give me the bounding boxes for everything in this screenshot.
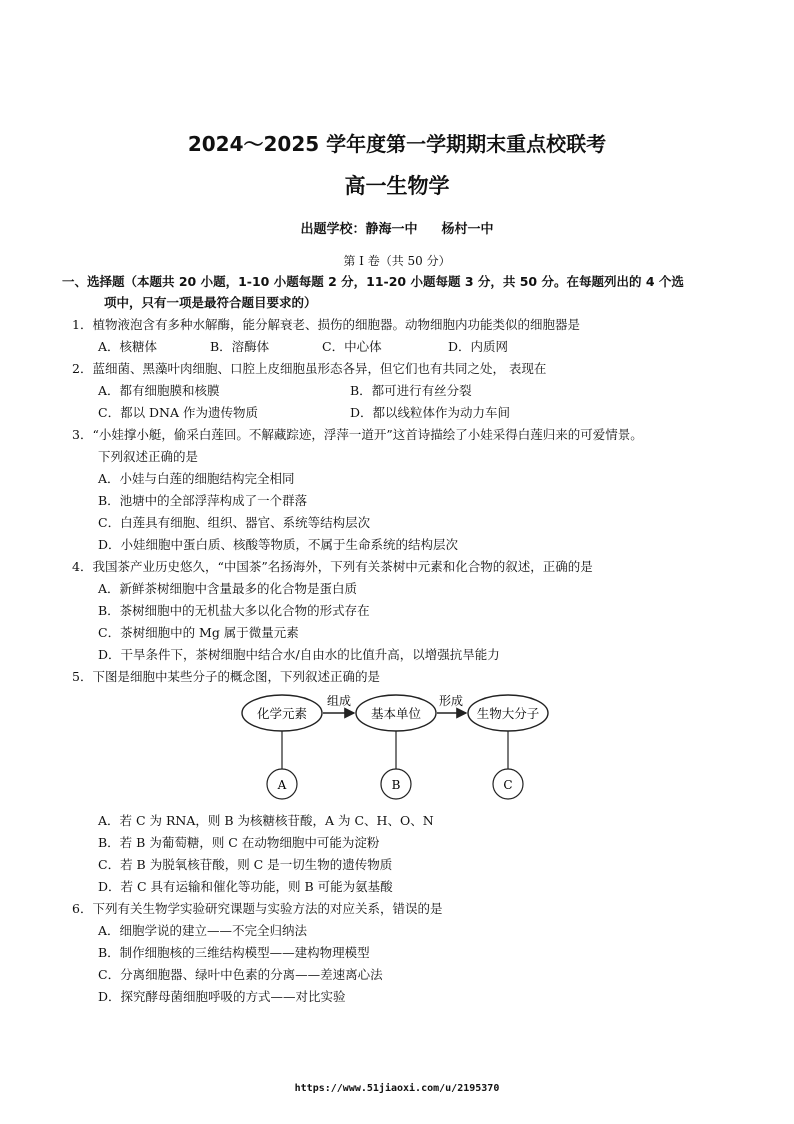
- exam-title: 2024～2025 学年度第一学期期末重点校联考: [187, 132, 607, 156]
- question-2-stem: 2．蓝细菌、黑藻叶肉细胞、口腔上皮细胞虽形态各异，但它们也有共同之处， 表现在: [72, 361, 547, 376]
- question-5-option-a: A．若 C 为 RNA，则 B 为核糖核苷酸，A 为 C、H、O、N: [98, 813, 434, 828]
- circle-a-label: A: [277, 778, 287, 792]
- question-4-option-a: A．新鲜茶树细胞中含量最多的化合物是蛋白质: [98, 581, 358, 596]
- question-4-option-d: D．干旱条件下，茶树细胞中结合水/自由水的比值升高，以增强抗旱能力: [98, 647, 500, 662]
- question-1-stem: 1．植物液泡含有多种水解酶，能分解衰老、损伤的细胞器。动物细胞内功能类似的细胞器是: [72, 317, 580, 332]
- node-2-label: 基本单位: [370, 706, 422, 721]
- concept-diagram: [236, 686, 556, 802]
- question-1-option-b: B．溶酶体: [210, 339, 270, 354]
- question-4-option-c: C．茶树细胞中的 Mg 属于微量元素: [98, 625, 299, 640]
- school-first: 出题学校：静海一中: [300, 222, 418, 237]
- question-3-stem: 3．“小娃撑小艇，偷采白莲回。不解藏踪迹，浮萍一道开”这首诗描绘了小娃采得白莲归来的可爱情景。: [72, 427, 643, 442]
- section-line-2: 项中，只有一项是最符合题目要求的）: [104, 295, 317, 310]
- circle-c-label: C: [503, 778, 513, 792]
- node-1-label: 化学元素: [256, 706, 308, 721]
- circle-b-label: B: [391, 778, 401, 792]
- question-6-option-c: C．分离细胞器、绿叶中色素的分离——差速离心法: [98, 967, 383, 982]
- question-1-option-c: C．中心体: [322, 339, 382, 354]
- question-4-stem: 4．我国茶产业历史悠久，“中国茶”名扬海外，下列有关茶树中元素和化合物的叙述，正确的是: [72, 559, 593, 574]
- question-2-option-a: A．都有细胞膜和核膜: [98, 383, 220, 398]
- question-3-stem-2: 下列叙述正确的是: [98, 449, 199, 464]
- school-second: 杨村一中: [441, 222, 494, 237]
- question-5-stem: 5．下图是细胞中某些分子的概念图，下列叙述正确的是: [72, 669, 380, 684]
- question-3-option-b: B．池塘中的全部浮萍构成了一个群落: [98, 493, 308, 508]
- question-1-option-a: A．核糖体: [98, 339, 158, 354]
- question-6-option-b: B．制作细胞核的三维结构模型——建构物理模型: [98, 945, 370, 960]
- question-3-option-d: D．小娃细胞中蛋白质、核酸等物质，不属于生命系统的结构层次: [98, 537, 459, 552]
- question-4-option-b: B．茶树细胞中的无机盐大多以化合物的形式存在: [98, 603, 370, 618]
- question-2-option-d: D．都以线粒体作为动力车间: [350, 405, 511, 420]
- question-5-option-c: C．若 B 为脱氧核苷酸，则 C 是一切生物的遗传物质: [98, 857, 393, 872]
- question-5-option-d: D．若 C 具有运输和催化等功能，则 B 可能为氨基酸: [98, 879, 393, 894]
- question-1-option-d: D．内质网: [448, 339, 509, 354]
- arrow-1-label: 组成: [326, 694, 352, 708]
- section-line-1: 一、选择题（本题共 20 小题，1-10 小题每题 2 分，11-20 小题每题 3 分，共 50 分。在每题列出的 4 个选: [62, 274, 684, 289]
- question-3-option-c: C．白莲具有细胞、组织、器官、系统等结构层次: [98, 515, 371, 530]
- question-2-option-b: B．都可进行有丝分裂: [350, 383, 472, 398]
- question-5-option-b: B．若 B 为葡萄糖，则 C 在动物细胞中可能为淀粉: [98, 835, 380, 850]
- school-line: [0, 218, 794, 237]
- volume-label: 第 Ⅰ 卷（共 50 分）: [343, 254, 451, 268]
- section-instructions: [62, 271, 732, 313]
- question-6-option-d: D．探究酵母菌细胞呼吸的方式——对比实验: [98, 989, 346, 1004]
- question-2-option-c: C．都以 DNA 作为遗传物质: [98, 405, 258, 420]
- arrow-2-label: 形成: [438, 694, 464, 708]
- question-6-stem: 6．下列有关生物学实验研究课题与实验方法的对应关系，错误的是: [72, 901, 443, 916]
- node-3-label: 生物大分子: [476, 706, 540, 721]
- question-3-option-a: A．小娃与白莲的细胞结构完全相同: [98, 471, 295, 486]
- exam-subject: 高一生物学: [344, 174, 450, 198]
- question-6-option-a: A．细胞学说的建立——不完全归纳法: [98, 923, 308, 938]
- footer-url[interactable]: https://www.51jiaoxi.com/u/2195370: [294, 1083, 500, 1094]
